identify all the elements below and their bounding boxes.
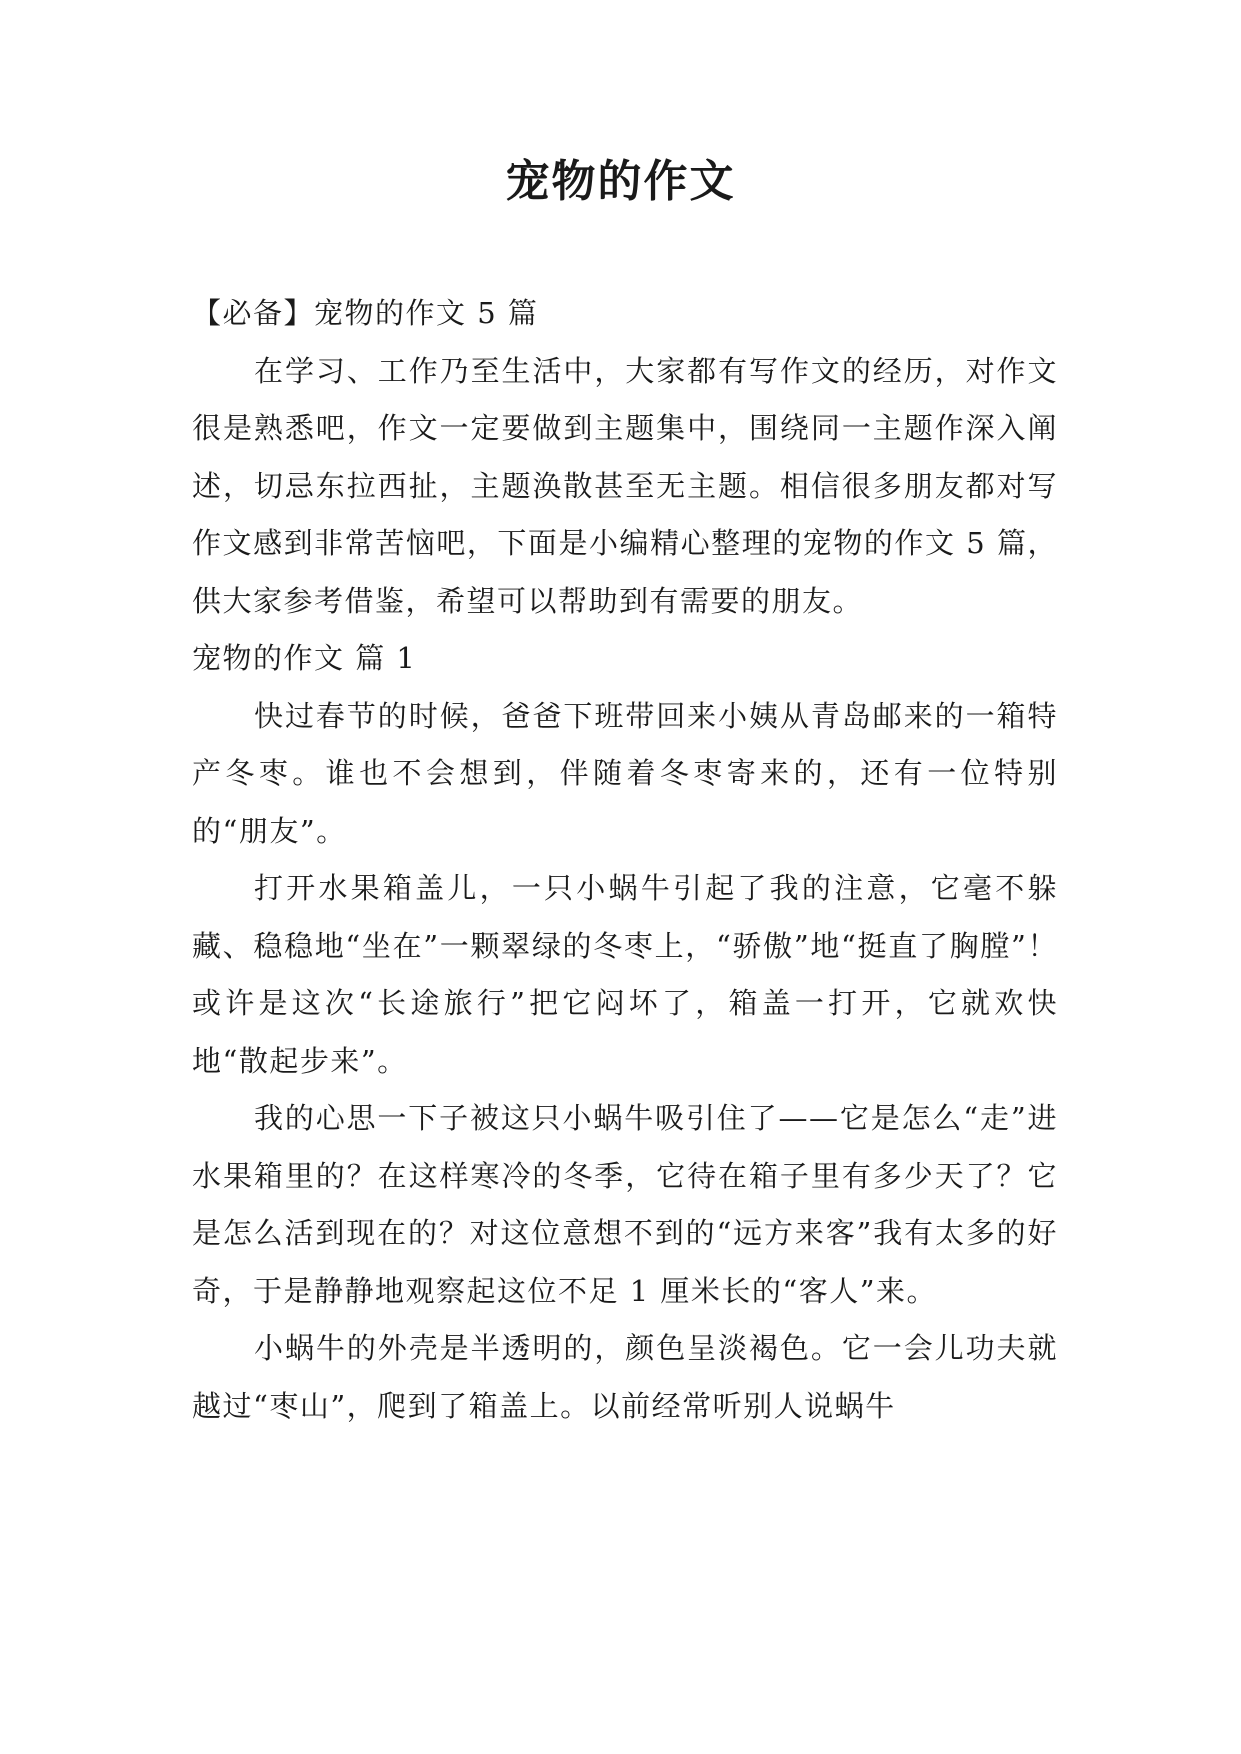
section-paragraph: 打开水果箱盖儿，一只小蜗牛引起了我的注意，它毫不躲藏、稳稳地“坐在”一颗翠绿的冬枣上，“骄傲”地“挺直了胸膛”！或许是这次“长途旅行”把它闷坏了，箱盖一打开，它就欢快地“散起步来”。 xyxy=(192,871,1058,1078)
intro-paragraph: 在学习、工作乃至生活中，大家都有写作文的经历，对作文很是熟悉吧，作文一定要做到主题集中，围绕同一主题作深入阐述，切忌东拉西扯，主题涣散甚至无主题。相信很多朋友都对写作文感到非常苦恼吧，下面是小编精心整理的宠物的作文 5 篇，供大家参考借鉴，希望可以帮助到有需要的朋友。 xyxy=(192,353,1058,618)
section-paragraph: 小蜗牛的外壳是半透明的，颜色呈淡褐色。它一会儿功夫就越过“枣山”，爬到了箱盖上。以前经常听别人说蜗牛 xyxy=(192,1331,1058,1423)
section-heading: 宠物的作文 篇 1 xyxy=(192,641,417,675)
document-subtitle: 【必备】宠物的作文 5 篇 xyxy=(192,296,539,330)
document-title: 宠物的作文 xyxy=(505,156,736,207)
section-paragraph: 快过春节的时候，爸爸下班带回来小姨从青岛邮来的一箱特产冬枣。谁也不会想到，伴随着冬枣寄来的，还有一位特别的“朋友”。 xyxy=(192,698,1058,848)
section-paragraph: 我的心思一下子被这只小蜗牛吸引住了——它是怎么“走”进水果箱里的？在这样寒冷的冬季，它待在箱子里有多少天了？它是怎么活到现在的？对这位意想不到的“远方来客”我有太多的好奇，于是静静地观察起这位不足 1 厘米长的“客人”来。 xyxy=(192,1101,1058,1308)
document-body xyxy=(192,285,1058,1435)
